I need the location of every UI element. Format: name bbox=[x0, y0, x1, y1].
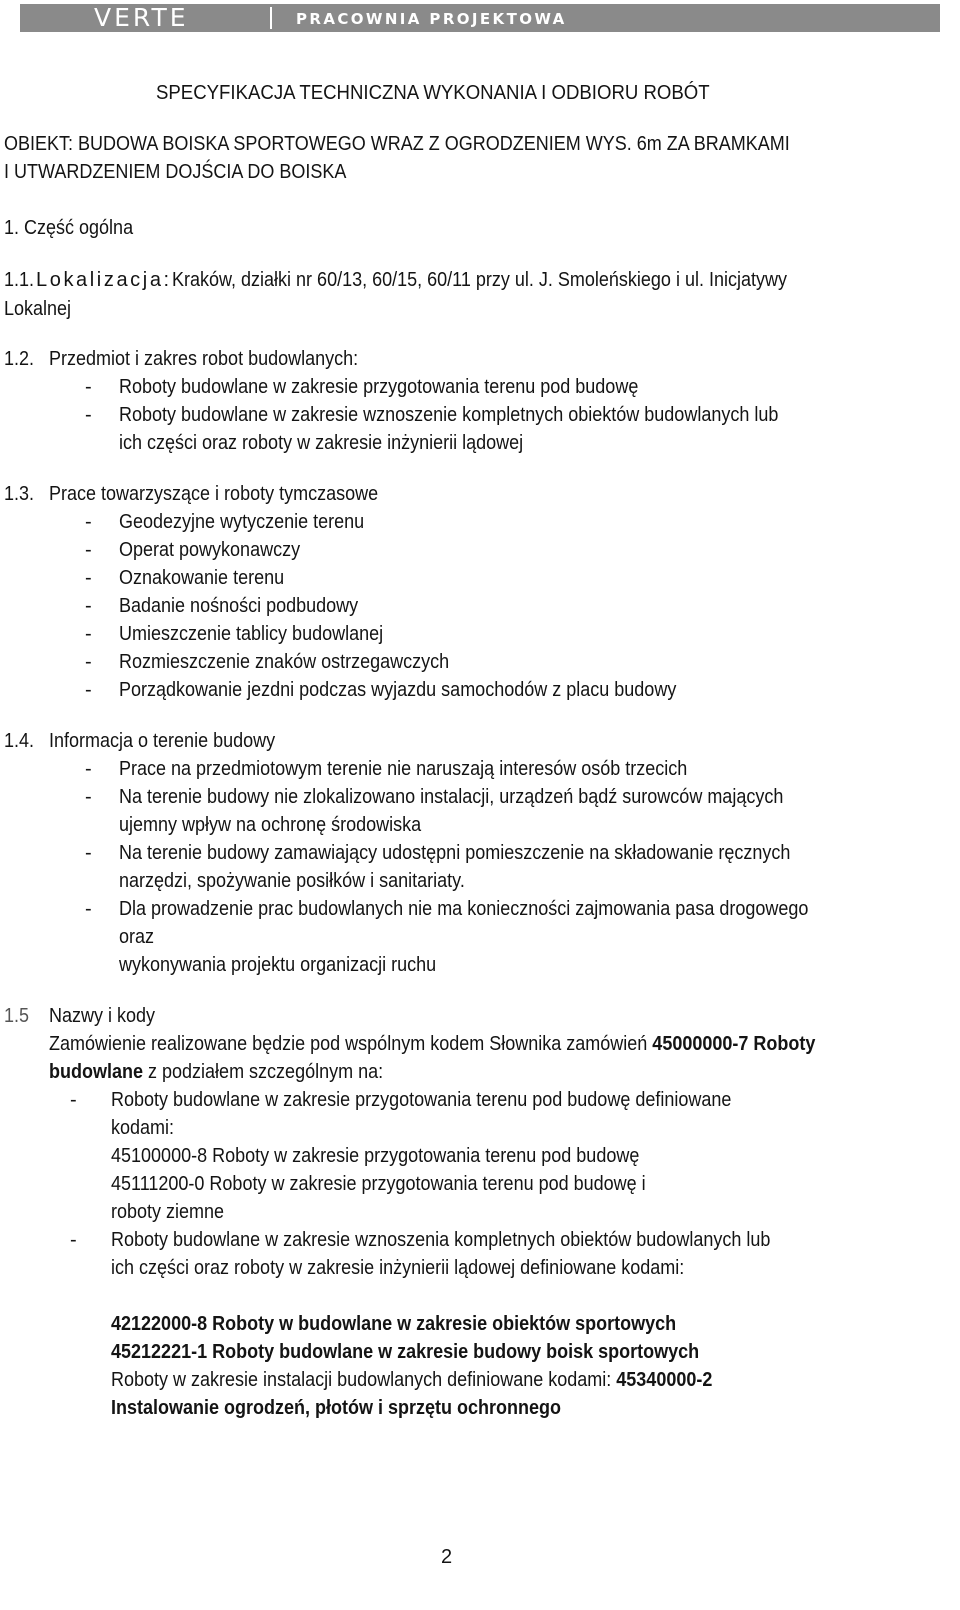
list-item-continued: ujemny wpływ na ochronę środowiska bbox=[119, 814, 422, 836]
list-item: Na terenie budowy nie zlokalizowano instalacji, urządzeń bądź surowców mających bbox=[119, 786, 784, 808]
banner-separator bbox=[270, 7, 272, 29]
intro-text: Zamówienie realizowane będzie pod wspólnym kodem Słownika zamówień bbox=[49, 1033, 648, 1055]
list-dash: - bbox=[85, 679, 92, 701]
list-item: Prace na przedmiotowym terenie nie naruszają interesów osób trzecich bbox=[119, 758, 688, 780]
list-dash: - bbox=[85, 623, 92, 645]
list-item-continued: narzędzi, spożywanie posiłków i sanitariaty. bbox=[119, 870, 465, 892]
section-1-3-number: 1.3. bbox=[4, 483, 35, 505]
intro-code: 45000000-7 Roboty bbox=[652, 1033, 816, 1055]
section-1-5-number: 1.5 bbox=[4, 1005, 30, 1027]
object-line-1: OBIEKT: BUDOWA BOISKA SPORTOWEGO WRAZ Z OGRODZENIEM WYS. 6m ZA BRAMKAMI bbox=[4, 133, 790, 155]
list-item: Dla prowadzenie prac budowlanych nie ma konieczności zajmowania pasa drogowego bbox=[119, 898, 809, 920]
list-item: Umieszczenie tablicy budowlanej bbox=[119, 623, 384, 645]
section-1-5-intro bbox=[49, 1031, 815, 1057]
intro-code-continued: budowlane bbox=[49, 1061, 144, 1083]
section-1-2-title: Przedmiot i zakres robot budowlanych: bbox=[49, 348, 359, 370]
list-dash: - bbox=[70, 1089, 77, 1111]
section-1-1-text: Kraków, działki nr 60/13, 60/15, 60/11 przy ul. J. Smoleńskiego i ul. Inicjatywy bbox=[172, 269, 787, 291]
verte-logo: VERTE bbox=[94, 3, 189, 32]
list-dash: - bbox=[85, 651, 92, 673]
code-line: 45111200-0 Roboty w zakresie przygotowania terenu pod budowę i bbox=[111, 1173, 646, 1195]
list-item: Rozmieszczenie znaków ostrzegawczych bbox=[119, 651, 450, 673]
list-dash: - bbox=[85, 511, 92, 533]
list-dash: - bbox=[85, 758, 92, 780]
list-item: Operat powykonawczy bbox=[119, 539, 301, 561]
code-line-code: 45340000-2 bbox=[616, 1369, 713, 1391]
list-item-continued: wykonywania projektu organizacji ruchu bbox=[119, 954, 437, 976]
section-1-4-title: Informacja o terenie budowy bbox=[49, 730, 276, 752]
list-item-continued: ich części oraz roboty w zakresie inżynierii lądowej definiowane kodami: bbox=[111, 1257, 685, 1279]
list-dash: - bbox=[85, 786, 92, 808]
list-item: Roboty budowlane w zakresie przygotowania terenu pod budowę bbox=[119, 376, 639, 398]
section-1-5-title: Nazwy i kody bbox=[49, 1005, 156, 1027]
list-item: Porządkowanie jezdni podczas wyjazdu samochodów z placu budowy bbox=[119, 679, 677, 701]
list-item-continued: oraz bbox=[119, 926, 155, 948]
section-1-3-title: Prace towarzyszące i roboty tymczasowe bbox=[49, 483, 379, 505]
section-1-5-intro-continued bbox=[49, 1059, 383, 1085]
section-1-2-number: 1.2. bbox=[4, 348, 35, 370]
intro-text-continued: z podziałem szczególnym na: bbox=[148, 1061, 384, 1083]
section-1-1-number: 1.1. bbox=[4, 269, 35, 291]
list-dash: - bbox=[85, 567, 92, 589]
studio-name: PRACOWNIA PROJEKTOWA bbox=[296, 10, 567, 28]
code-line-text: Roboty w zakresie instalacji budowlanych definiowane kodami: bbox=[111, 1369, 612, 1391]
list-item: Roboty budowlane w zakresie wznoszenie kompletnych obiektów budowlanych lub bbox=[119, 404, 779, 426]
list-item: Roboty budowlane w zakresie przygotowania terenu pod budowę definiowane bbox=[111, 1089, 732, 1111]
code-line: 45100000-8 Roboty w zakresie przygotowania terenu pod budowę bbox=[111, 1145, 640, 1167]
section-1-4-number: 1.4. bbox=[4, 730, 35, 752]
bold-code-line: 42122000-8 Roboty w budowlane w zakresie obiektów sportowych bbox=[111, 1313, 677, 1335]
list-dash: - bbox=[85, 898, 92, 920]
list-dash: - bbox=[85, 404, 92, 426]
bold-code-line: 45212221-1 Roboty budowlane w zakresie budowy boisk sportowych bbox=[111, 1341, 700, 1363]
header-banner bbox=[20, 4, 940, 32]
list-item: Na terenie budowy zamawiający udostępni pomieszczenie na składowanie ręcznych bbox=[119, 842, 791, 864]
document-title: SPECYFIKACJA TECHNICZNA WYKONANIA I ODBIORU ROBÓT bbox=[156, 82, 710, 104]
list-item: Badanie nośności podbudowy bbox=[119, 595, 359, 617]
list-dash: - bbox=[70, 1229, 77, 1251]
list-item: Geodezyjne wytyczenie terenu bbox=[119, 511, 365, 533]
object-line-2: I UTWARDZENIEM DOJŚCIA DO BOISKA bbox=[4, 161, 347, 183]
bold-code-line: Instalowanie ogrodzeń, płotów i sprzętu ochronnego bbox=[111, 1397, 562, 1419]
code-line bbox=[111, 1367, 712, 1393]
list-dash: - bbox=[85, 595, 92, 617]
list-item-continued: kodami: bbox=[111, 1117, 175, 1139]
list-dash: - bbox=[85, 842, 92, 864]
code-line-continued: roboty ziemne bbox=[111, 1201, 225, 1223]
section-1-heading: 1. Część ogólna bbox=[4, 217, 134, 239]
page-number: 2 bbox=[441, 1546, 453, 1568]
list-item: Roboty budowlane w zakresie wznoszenia kompletnych obiektów budowlanych lub bbox=[111, 1229, 771, 1251]
section-1-1-continued: Lokalnej bbox=[4, 298, 72, 320]
list-item-continued: ich części oraz roboty w zakresie inżynierii lądowej bbox=[119, 432, 524, 454]
list-dash: - bbox=[85, 376, 92, 398]
section-1-1-label: Lokalizacja: bbox=[36, 269, 172, 291]
list-dash: - bbox=[85, 539, 92, 561]
list-item: Oznakowanie terenu bbox=[119, 567, 285, 589]
